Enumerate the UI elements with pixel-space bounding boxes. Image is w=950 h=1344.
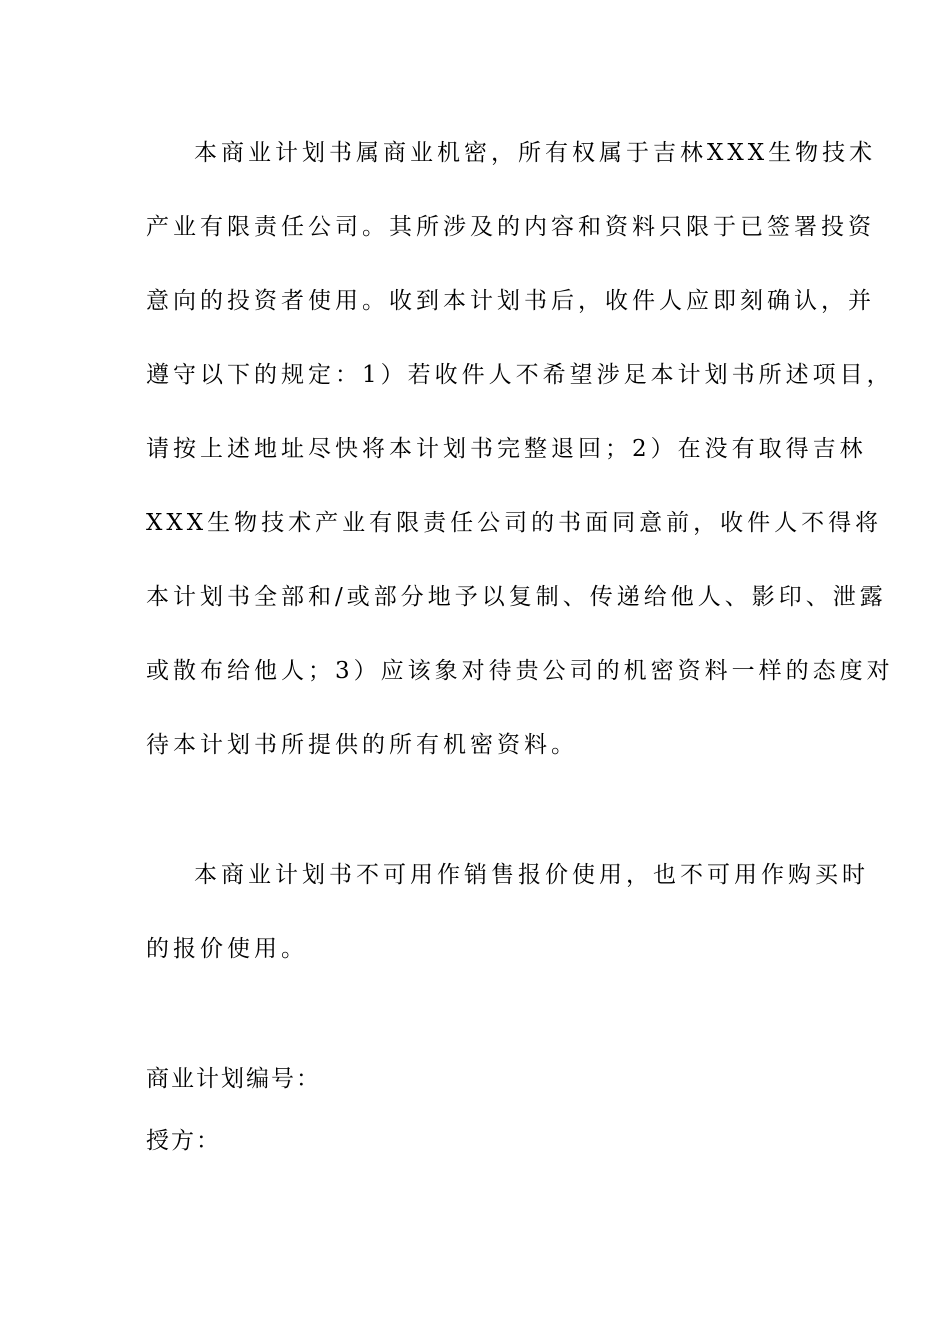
paragraph1-line-9: 待本计划书所提供的所有机密资料。 <box>146 732 578 758</box>
paragraph1-line-6: XXX生物技术产业有限责任公司的书面同意前，收件人不得将 <box>146 510 883 536</box>
paragraph1-line-5: 请按上述地址尽快将本计划书完整退回；2）在没有取得吉林 <box>146 436 867 462</box>
paragraph1-line-2: 产业有限责任公司。其所涉及的内容和资料只限于已签署投资 <box>146 214 875 240</box>
paragraph1-line-3: 意向的投资者使用。收到本计划书后，收件人应即刻确认，并 <box>146 288 875 314</box>
recipient-label: 授方： <box>146 1128 221 1154</box>
paragraph2-line-1: 本商业计划书不可用作销售报价使用，也不可用作购买时 <box>194 862 869 888</box>
paragraph1-line-1: 本商业计划书属商业机密，所有权属于吉林XXX生物技术 <box>194 140 877 166</box>
paragraph2-line-2: 的报价使用。 <box>146 936 308 962</box>
paragraph1-line-7: 本计划书全部和/或部分地予以复制、传递给他人、影印、泄露 <box>146 584 887 610</box>
paragraph1-line-4: 遵守以下的规定：1）若收件人不希望涉足本计划书所述项目， <box>146 362 894 388</box>
paragraph1-line-8: 或散布给他人；3）应该象对待贵公司的机密资料一样的态度对 <box>146 658 894 684</box>
plan-number-label: 商业计划编号： <box>146 1066 321 1092</box>
